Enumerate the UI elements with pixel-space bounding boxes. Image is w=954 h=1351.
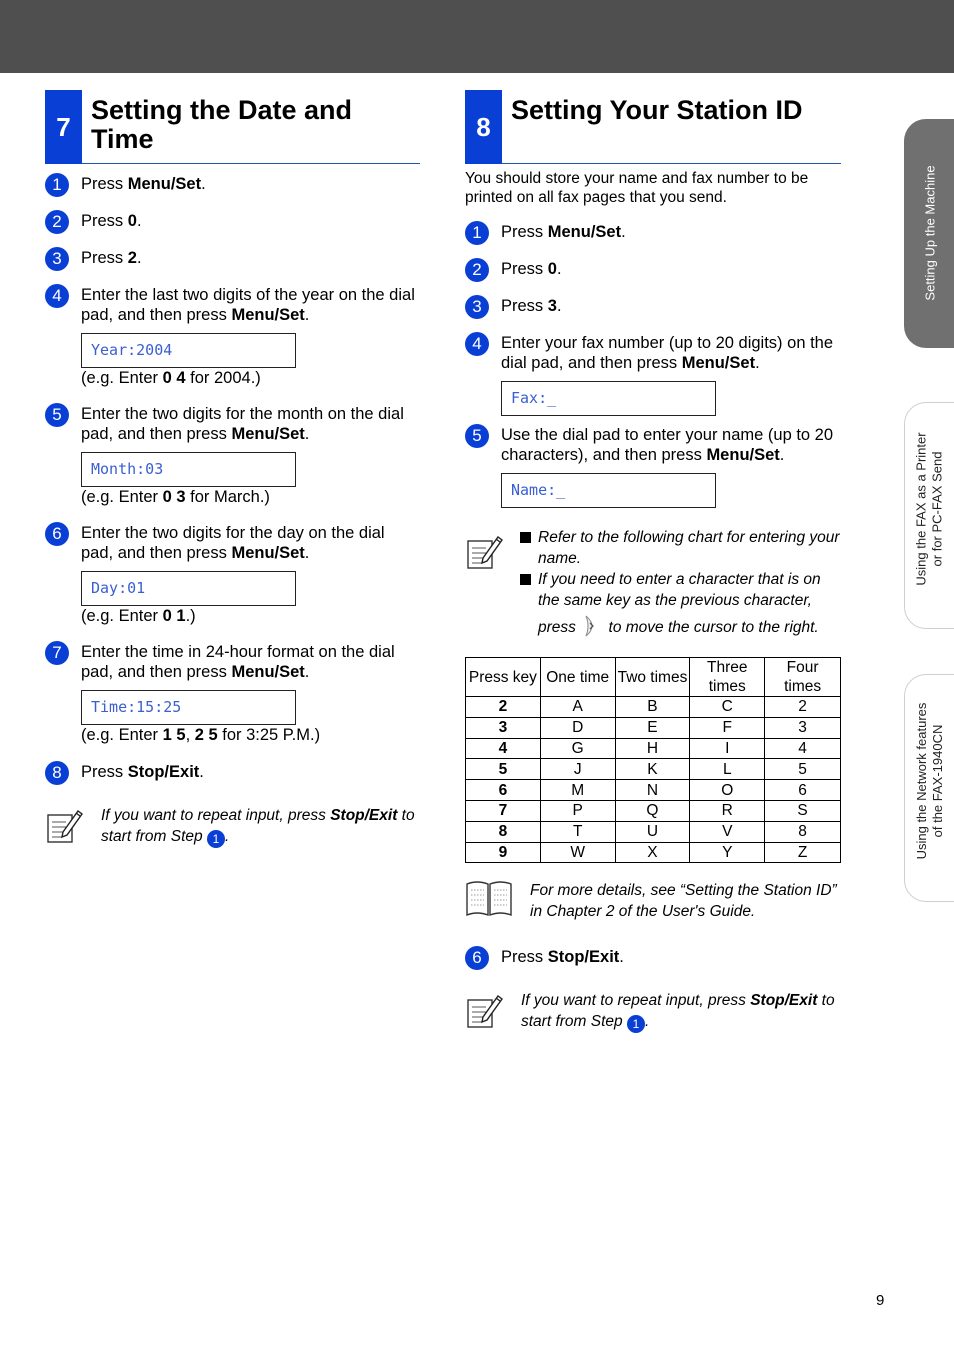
right-arrow-key-icon <box>584 615 600 643</box>
key-label: Menu/Set <box>706 446 780 464</box>
key-label: Menu/Set <box>547 223 622 241</box>
character-cell: S <box>765 800 841 821</box>
section-header <box>465 90 841 164</box>
bullet-item: Refer to the following chart for entering your name. <box>520 527 841 569</box>
book-icon <box>465 880 513 924</box>
step-ref-badge: 1 <box>627 1015 645 1033</box>
intro-text: You should store your name and fax number to be printed on all fax pages that you send. <box>465 170 809 206</box>
step-6 <box>465 947 841 967</box>
step-number: 2 <box>465 258 489 282</box>
lcd-display-year: Year:2004 <box>81 333 296 368</box>
step-text: Enter the last two digits of the year on the dial pad, and then press <box>81 286 415 324</box>
tab-label: Setting Up the Machine <box>922 165 938 301</box>
character-cell: W <box>540 842 615 863</box>
key-cell: 8 <box>466 821 541 842</box>
step-2 <box>465 259 841 279</box>
section-number: 8 <box>465 90 502 164</box>
character-cell: 8 <box>765 821 841 842</box>
step-7 <box>45 642 420 682</box>
step-1 <box>465 222 841 242</box>
section-title: Setting Your Station ID <box>511 95 803 125</box>
tab-network-features[interactable] <box>904 674 954 902</box>
character-cell: K <box>615 759 690 780</box>
step-text: . <box>556 260 562 278</box>
step-text: . <box>619 948 624 967</box>
section-header <box>45 90 420 164</box>
step-text: Press <box>81 763 128 781</box>
key-label: Menu/Set <box>127 175 202 193</box>
section-station-id <box>465 90 841 1033</box>
step-4 <box>45 285 420 325</box>
table-row <box>466 780 841 801</box>
key-cell: 4 <box>466 738 541 759</box>
character-cell: O <box>690 780 765 801</box>
lcd-display-fax: Fax:_ <box>501 381 716 416</box>
lcd-display-month: Month:03 <box>81 452 296 487</box>
column-header: Four times <box>765 658 841 697</box>
step-number: 8 <box>45 761 69 785</box>
table-row <box>466 717 841 738</box>
example-text: (e.g. Enter 1 5, 2 5 for 3:25 P.M.) <box>81 726 321 744</box>
key-cell: 9 <box>466 842 541 863</box>
character-cell: 3 <box>765 717 841 738</box>
key-cell: 5 <box>466 759 541 780</box>
character-cell: U <box>615 821 690 842</box>
character-cell: N <box>615 780 690 801</box>
section-date-time <box>45 90 420 848</box>
column-header: Press key <box>466 658 541 697</box>
key-label: 3 <box>547 297 557 315</box>
key-cell: 6 <box>466 780 541 801</box>
step-text: Press <box>501 223 548 241</box>
step-text: . <box>621 223 626 241</box>
table-row <box>466 738 841 759</box>
character-cell: Y <box>690 842 765 863</box>
step-text: . <box>755 354 760 372</box>
character-cell: X <box>615 842 690 863</box>
note-repeat-input: If you want to repeat input, press Stop/Exit to start from Step 1 . <box>465 990 841 1033</box>
character-cell: F <box>690 717 765 738</box>
key-label: Menu/Set <box>231 663 305 681</box>
key-cell: 3 <box>466 717 541 738</box>
character-cell: V <box>690 821 765 842</box>
lcd-display-time: Time:15:25 <box>81 690 296 725</box>
key-label: Menu/Set <box>681 354 756 372</box>
step-text: Use the dial pad to enter your name (up to 20 characters), and then press <box>501 426 834 464</box>
character-entry-table <box>465 657 841 863</box>
key-label: Menu/Set <box>231 544 305 562</box>
step-text: Press <box>501 297 548 315</box>
step-number: 3 <box>45 247 69 271</box>
character-cell: L <box>690 759 765 780</box>
column-header: One time <box>540 658 615 697</box>
step-text: . <box>199 763 204 781</box>
key-label: Menu/Set <box>231 425 305 443</box>
table-row <box>466 821 841 842</box>
step-1 <box>45 174 420 194</box>
example-text: (e.g. Enter 0 4 for 2004.) <box>81 369 261 387</box>
table-header-row <box>466 658 841 697</box>
pencil-note-icon <box>45 805 85 851</box>
step-text: Enter the two digits for the day on the dial pad, and then press <box>81 524 385 562</box>
step-number: 1 <box>465 221 489 245</box>
step-number: 4 <box>45 284 69 308</box>
step-text: . <box>779 446 785 464</box>
step-text: . <box>136 212 142 230</box>
step-text: Enter the time in 24-hour format on the dial pad, and then press <box>81 643 395 681</box>
character-cell: Z <box>765 842 841 863</box>
step-3 <box>465 296 841 316</box>
character-cell: H <box>615 738 690 759</box>
example-text: (e.g. Enter 0 1.) <box>81 607 196 625</box>
step-number: 1 <box>45 173 69 197</box>
character-cell: P <box>540 800 615 821</box>
step-5 <box>45 404 420 444</box>
step-text: . <box>136 249 142 267</box>
character-cell: T <box>540 821 615 842</box>
pencil-note-icon <box>465 531 505 577</box>
key-cell: 2 <box>466 697 541 718</box>
section-title: Setting the Date and Time <box>91 95 353 154</box>
top-bar <box>0 0 954 73</box>
character-cell: Q <box>615 800 690 821</box>
step-number: 3 <box>465 295 489 319</box>
step-text: Press <box>81 249 128 267</box>
character-cell: B <box>615 697 690 718</box>
step-text: Press <box>501 948 548 967</box>
step-number: 7 <box>45 641 69 665</box>
table-row <box>466 842 841 863</box>
step-number: 6 <box>465 946 489 970</box>
key-cell: 7 <box>466 800 541 821</box>
step-8 <box>45 762 420 782</box>
step-text: Press <box>81 212 128 230</box>
step-text: Enter the two digits for the month on the dial pad, and then press <box>81 405 404 443</box>
character-cell: 4 <box>765 738 841 759</box>
step-4 <box>465 333 841 373</box>
step-number: 4 <box>465 332 489 356</box>
tab-fax-printer-pcfax[interactable] <box>904 402 954 629</box>
pencil-note-icon <box>465 990 505 1036</box>
character-cell: 6 <box>765 780 841 801</box>
tab-label: Using the FAX as a Printer or for PC-FAX Send <box>913 432 945 586</box>
step-text: Enter your fax number (up to 20 digits) on the dial pad, and then press <box>501 334 834 372</box>
lcd-display-day: Day:01 <box>81 571 296 606</box>
key-label: 2 <box>127 249 137 267</box>
table-row <box>466 800 841 821</box>
step-text: . <box>201 175 206 193</box>
key-label: Stop/Exit <box>127 763 200 781</box>
note-users-guide: For more details, see “Setting the Station ID” in Chapter 2 of the User's Guide. <box>465 880 841 922</box>
character-cell: D <box>540 717 615 738</box>
step-number: 5 <box>465 424 489 448</box>
character-cell: A <box>540 697 615 718</box>
step-text: Press <box>81 175 128 193</box>
character-cell: R <box>690 800 765 821</box>
note-repeat-input: If you want to repeat input, press Stop/Exit to start from Step 1 . <box>45 805 420 848</box>
step-2 <box>45 211 420 231</box>
step-text: . <box>556 297 562 315</box>
step-text: . <box>304 306 310 324</box>
tab-label: Using the Network features of the FAX-1940CN <box>914 702 945 860</box>
character-cell: J <box>540 759 615 780</box>
step-number: 5 <box>45 403 69 427</box>
key-label: Menu/Set <box>231 306 305 324</box>
example-text: (e.g. Enter 0 3 for March.) <box>81 488 270 506</box>
step-3 <box>45 248 420 268</box>
tab-setting-up-machine[interactable] <box>904 119 954 348</box>
step-text: . <box>304 425 310 443</box>
step-ref-badge: 1 <box>207 830 225 848</box>
column-header: Three times <box>690 658 765 697</box>
lcd-display-name: Name:_ <box>501 473 716 508</box>
bullet-continuation: press to move the cursor to the right. <box>520 615 841 643</box>
note-name-entry <box>465 527 841 643</box>
character-cell: E <box>615 717 690 738</box>
step-text: . <box>304 544 310 562</box>
character-cell: C <box>690 697 765 718</box>
bullet-item: If you need to enter a character that is on the same key as the previous character, <box>520 569 841 611</box>
character-cell: M <box>540 780 615 801</box>
step-6 <box>45 523 420 563</box>
character-cell: 5 <box>765 759 841 780</box>
page-number: 9 <box>876 1292 885 1309</box>
step-text: . <box>304 663 310 681</box>
character-cell: G <box>540 738 615 759</box>
table-row <box>466 759 841 780</box>
key-label: Stop/Exit <box>547 948 620 967</box>
key-label: 0 <box>547 260 557 278</box>
step-text: Press <box>501 260 548 278</box>
key-label: 0 <box>127 212 137 230</box>
section-number: 7 <box>45 90 82 164</box>
character-cell: I <box>690 738 765 759</box>
step-number: 6 <box>45 522 69 546</box>
character-cell: 2 <box>765 697 841 718</box>
table-row <box>466 697 841 718</box>
step-number: 2 <box>45 210 69 234</box>
step-5 <box>465 425 841 465</box>
column-header: Two times <box>615 658 690 697</box>
